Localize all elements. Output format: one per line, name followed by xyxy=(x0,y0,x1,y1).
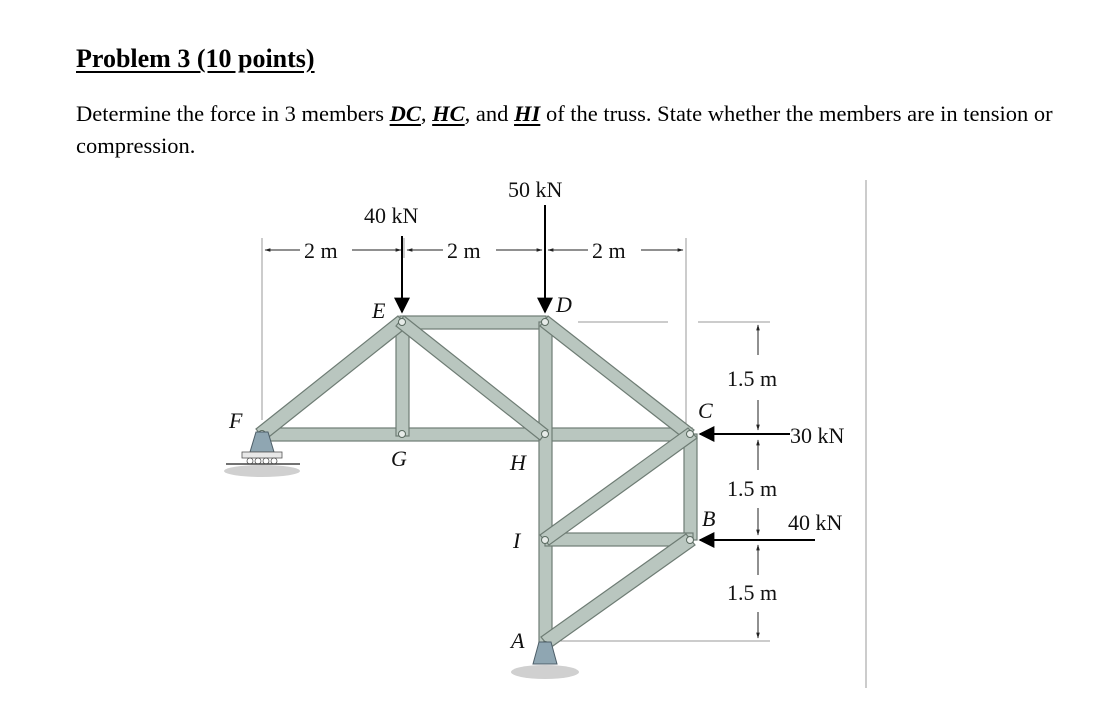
statement-text-1: Determine the force in 3 members xyxy=(76,101,390,126)
member-dc xyxy=(540,316,694,440)
joint-label-e: E xyxy=(372,298,386,323)
member-hc-label: HC xyxy=(432,101,465,126)
member-eh xyxy=(396,316,548,440)
joint-label-a: A xyxy=(511,628,525,653)
statement-text-2: , xyxy=(420,101,433,126)
dim-label-v1: 1.5 m xyxy=(727,366,778,391)
dim-label-h1: 2 m xyxy=(304,238,338,263)
member-fc xyxy=(258,428,692,441)
load-label-c: 30 kN xyxy=(790,423,845,448)
member-ba xyxy=(541,534,695,648)
member-cb xyxy=(684,434,697,540)
load-label-d: 50 kN xyxy=(508,177,563,202)
member-ci xyxy=(540,428,697,545)
load-label-b: 40 kN xyxy=(788,510,843,535)
dim-label-v2: 1.5 m xyxy=(727,476,778,501)
joint-label-f: F xyxy=(229,408,243,433)
truss-members xyxy=(256,316,697,648)
member-hi-label: HI xyxy=(514,101,541,126)
joint-label-c: C xyxy=(698,398,713,423)
member-fe xyxy=(256,316,407,440)
member-ib xyxy=(545,533,693,546)
dim-label-h2: 2 m xyxy=(447,238,481,263)
joint-label-g: G xyxy=(391,446,407,471)
problem-title: Problem 3 (10 points) xyxy=(76,44,315,73)
joint-label-h: H xyxy=(510,450,526,475)
load-label-e: 40 kN xyxy=(364,203,419,228)
statement-text-3: , and xyxy=(464,101,515,126)
member-dc-label: DC xyxy=(389,101,421,126)
joint-label-b: B xyxy=(702,506,716,531)
joint-label-i: I xyxy=(513,528,521,553)
joint-label-d: D xyxy=(556,292,572,317)
member-ed xyxy=(400,316,546,329)
statement-text-4: of the truss. State whether the members are in tension or compression. xyxy=(76,101,1053,158)
member-da xyxy=(539,322,552,644)
dim-label-h3: 2 m xyxy=(592,238,626,263)
dim-label-v3: 1.5 m xyxy=(727,580,778,605)
member-eg xyxy=(396,322,409,436)
